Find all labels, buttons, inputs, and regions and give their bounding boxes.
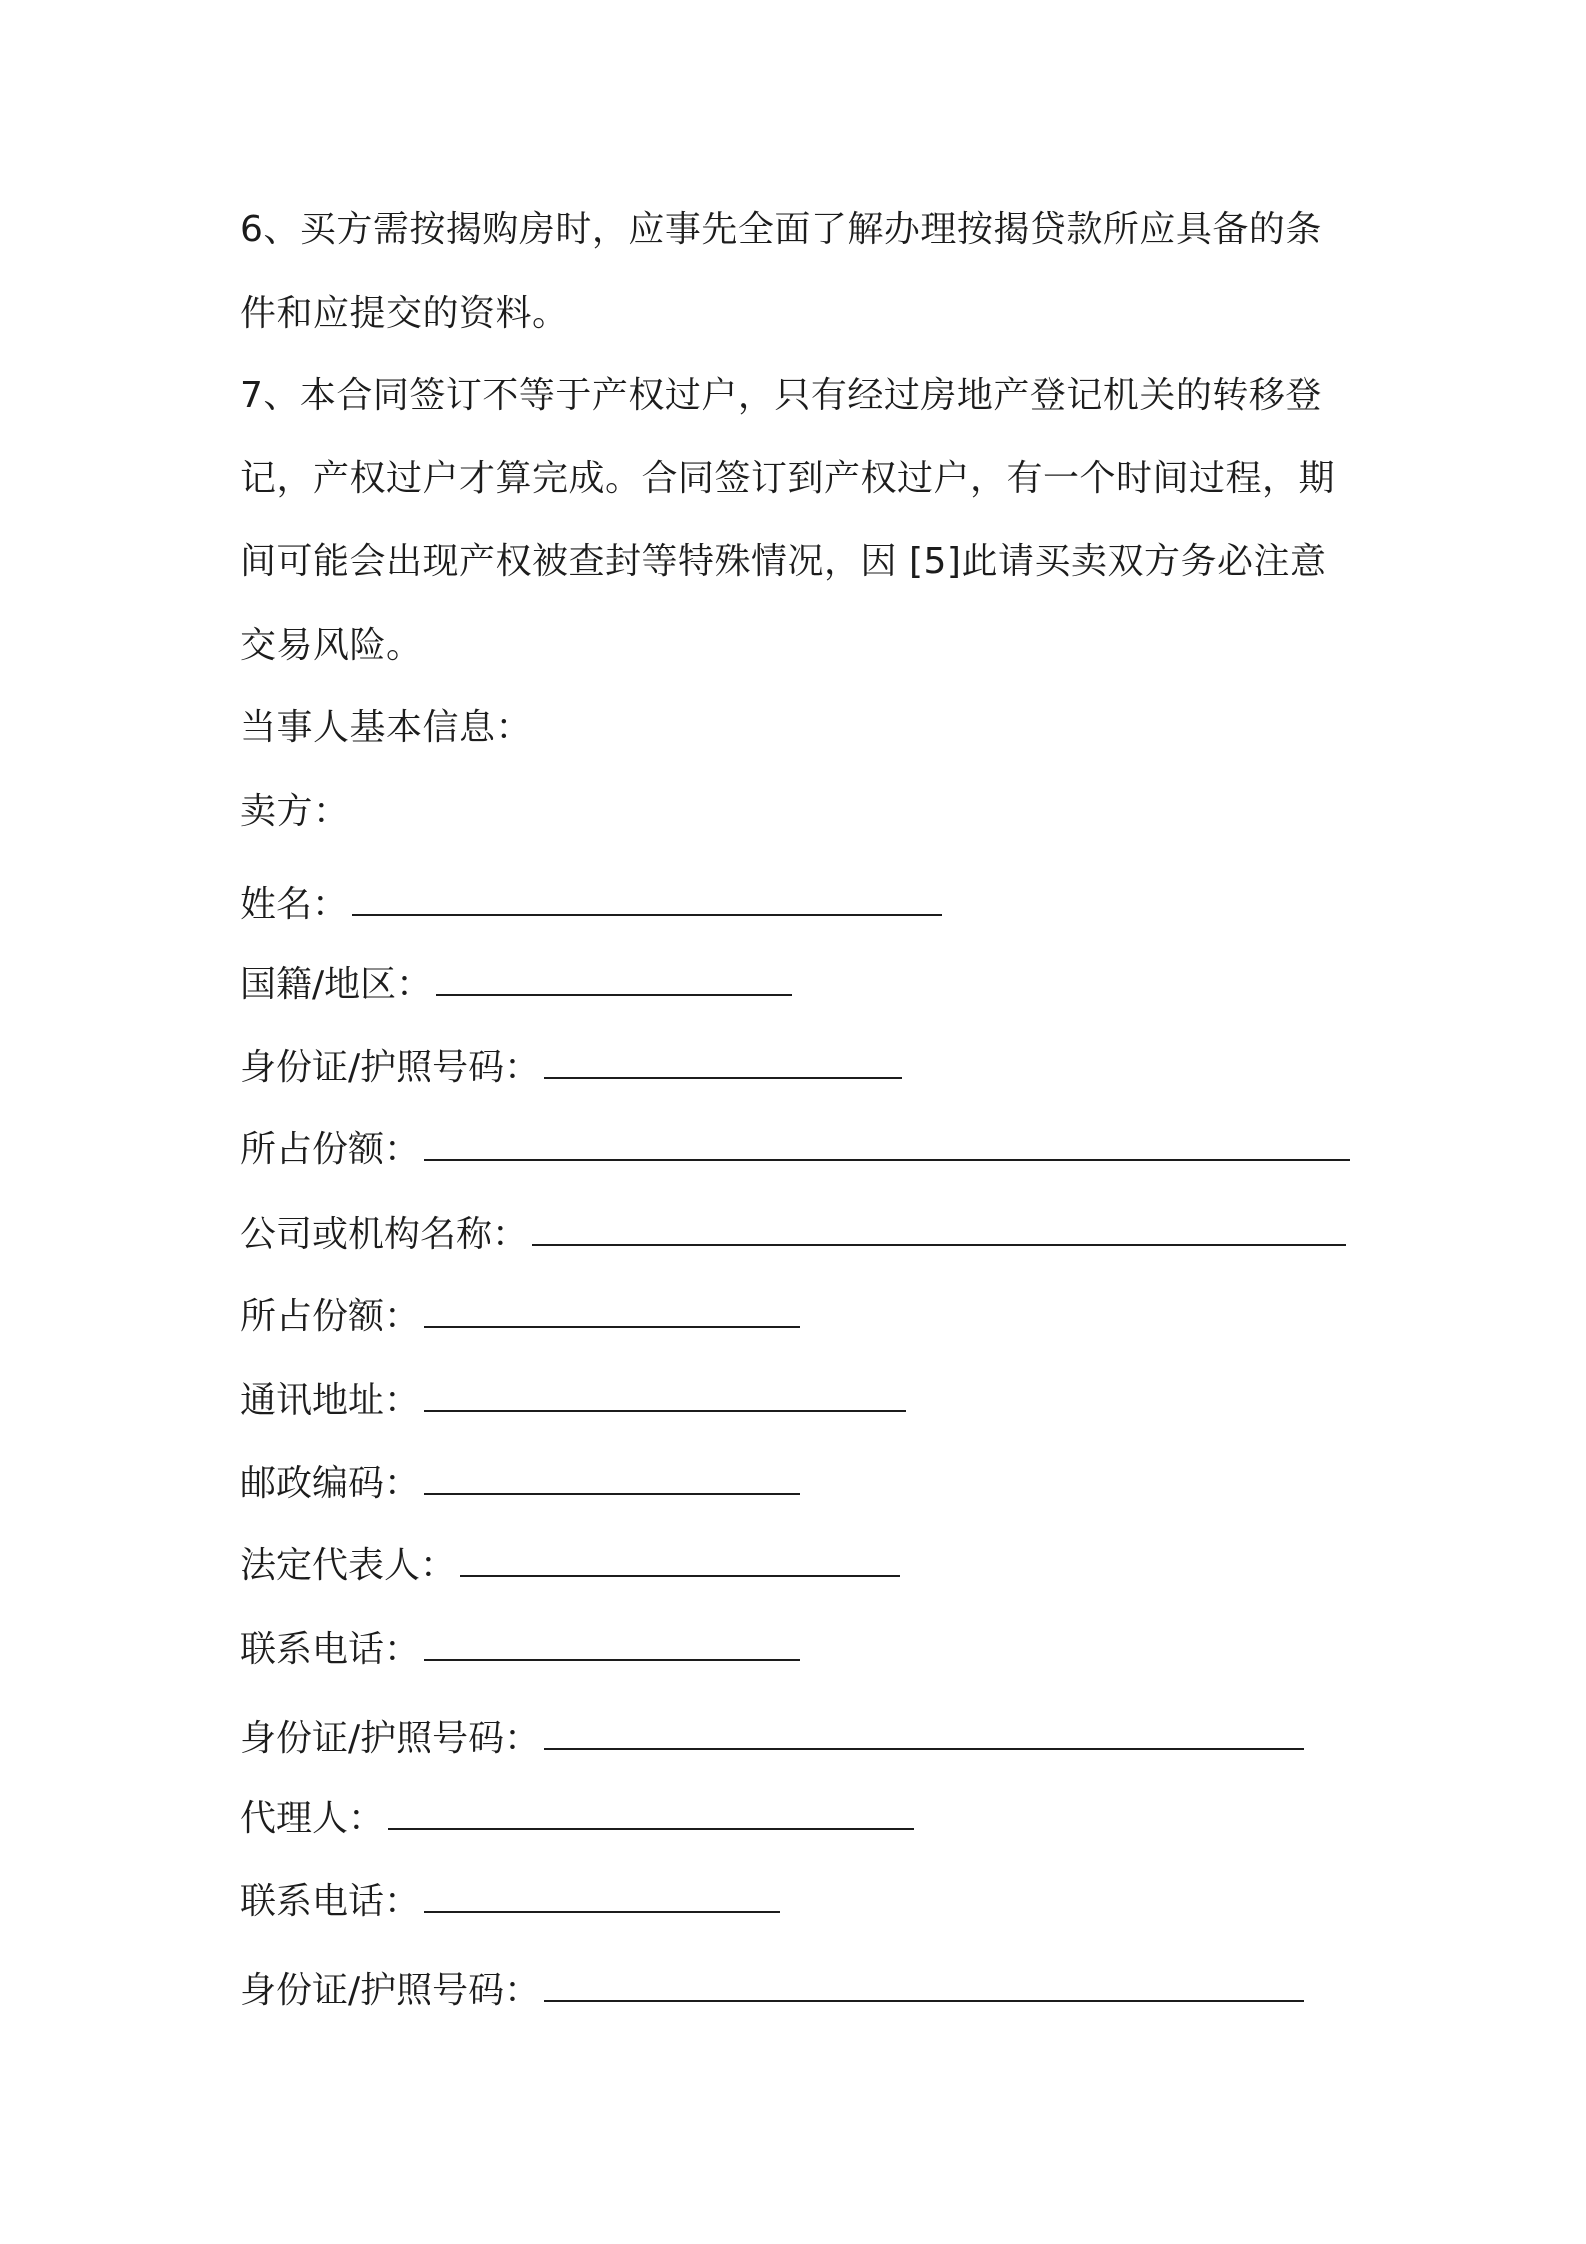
field-label: 联系电话： [240, 1881, 421, 1922]
field-label: 所占份额： [240, 1129, 421, 1170]
clause-6-line-1: 6、买方需按揭购房时，应事先全面了解办理按揭贷款所应具备的条 [240, 209, 1322, 250]
seller-label: 卖方： [240, 791, 350, 832]
field-label: 代理人： [240, 1798, 385, 1839]
clause-7-line-3: 间可能会出现产权被查封等特殊情况，因 [5]此请买卖双方务必注意 [240, 541, 1327, 582]
fill-in-line[interactable] [424, 1374, 906, 1412]
field-name [240, 878, 942, 929]
fill-in-line[interactable] [544, 1041, 902, 1079]
field-share [240, 1123, 1350, 1174]
field-id-number-2 [240, 1712, 1304, 1763]
fill-in-line[interactable] [424, 1623, 800, 1661]
field-label: 身份证/护照号码： [240, 1970, 541, 2011]
field-address [240, 1374, 906, 1425]
field-label: 所占份额： [240, 1296, 421, 1337]
fill-in-line[interactable] [424, 1457, 800, 1495]
clause-7-line-4: 交易风险。 [240, 625, 423, 666]
field-agent-id-number [240, 1964, 1304, 2015]
field-share-2 [240, 1290, 800, 1341]
fill-in-line[interactable] [532, 1208, 1346, 1246]
field-label: 公司或机构名称： [240, 1214, 529, 1255]
field-label: 姓名： [240, 884, 349, 925]
field-label: 身份证/护照号码： [240, 1047, 541, 1088]
fill-in-line[interactable] [424, 1290, 800, 1328]
field-id-number [240, 1041, 902, 1092]
fill-in-line[interactable] [544, 1712, 1304, 1750]
fill-in-line[interactable] [352, 878, 942, 916]
field-company-name [240, 1208, 1346, 1259]
field-phone [240, 1623, 800, 1674]
field-agent-phone [240, 1875, 780, 1926]
field-label: 联系电话： [240, 1629, 421, 1670]
fill-in-line[interactable] [436, 958, 792, 996]
fill-in-line[interactable] [424, 1875, 780, 1913]
field-agent [240, 1792, 914, 1843]
field-label: 身份证/护照号码： [240, 1718, 541, 1759]
field-nationality [240, 958, 792, 1009]
fill-in-line[interactable] [544, 1964, 1304, 2002]
clause-7-line-2: 记，产权过户才算完成。合同签订到产权过户，有一个时间过程，期 [240, 458, 1336, 499]
clause-7-line-1: 7、本合同签订不等于产权过户，只有经过房地产登记机关的转移登 [240, 375, 1322, 416]
field-label: 通讯地址： [240, 1380, 421, 1421]
field-label: 法定代表人： [240, 1545, 457, 1586]
section-title: 当事人基本信息： [240, 707, 533, 748]
field-legal-representative [240, 1539, 900, 1590]
fill-in-line[interactable] [424, 1123, 1350, 1161]
fill-in-line[interactable] [460, 1539, 900, 1577]
field-postal-code [240, 1457, 800, 1508]
field-label: 邮政编码： [240, 1463, 421, 1504]
fill-in-line[interactable] [388, 1792, 914, 1830]
field-label: 国籍/地区： [240, 964, 433, 1005]
clause-6-line-2: 件和应提交的资料。 [240, 293, 569, 334]
